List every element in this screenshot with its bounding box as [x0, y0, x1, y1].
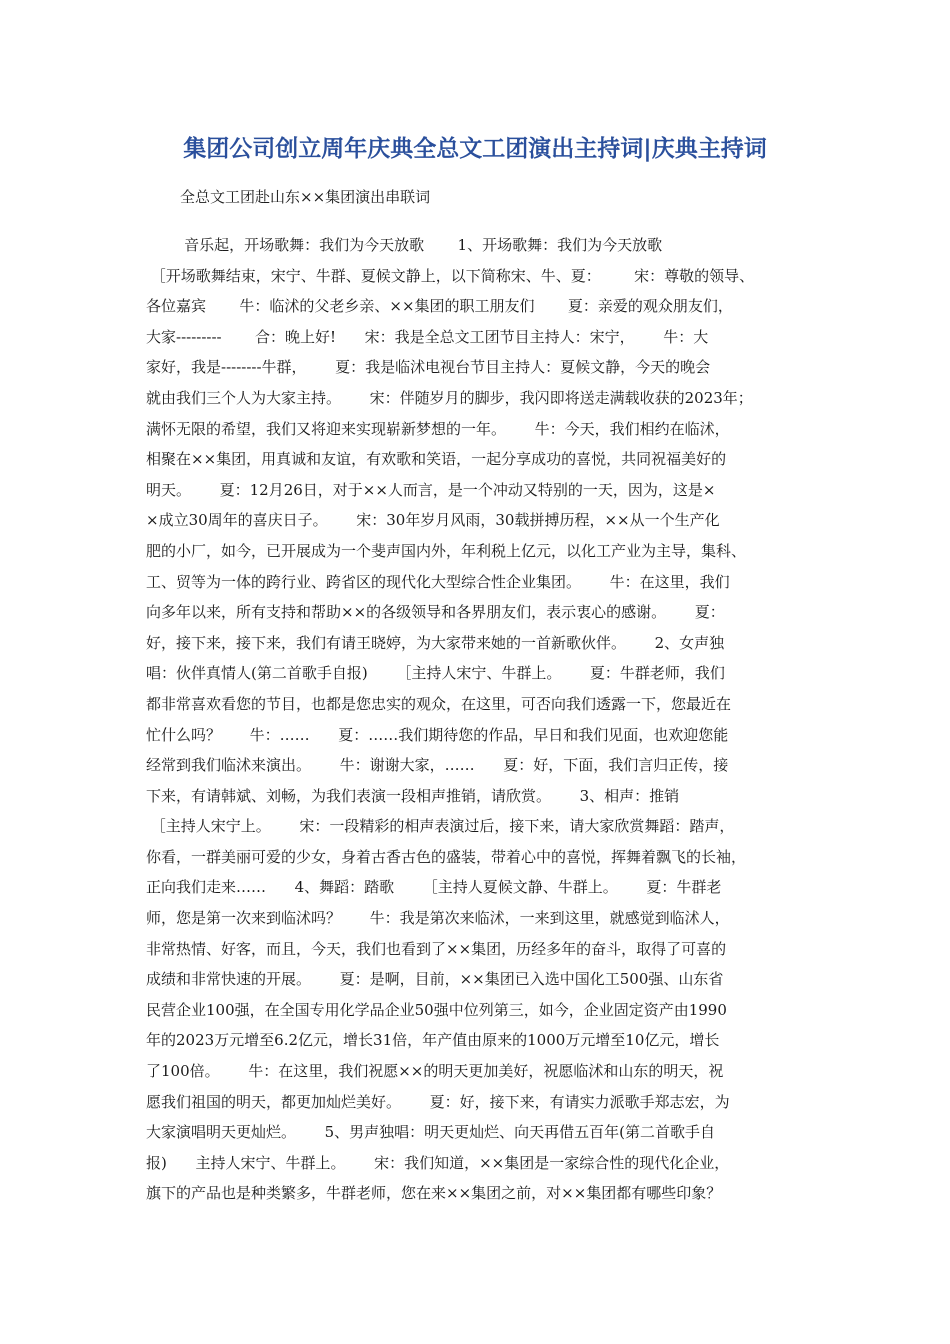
- body-text-line: 唱：伙伴真情人(第二首歌手自报) ［主持人宋宁、牛群上。 夏：牛群老师，我们: [146, 664, 725, 683]
- body-text-line: 相聚在××集团，用真诚和友谊，有欢歌和笑语，一起分享成功的喜悦，共同祝福美好的: [146, 450, 727, 469]
- body-text-line: 愿我们祖国的明天，都更加灿烂美好。 夏：好，接下来，有请实力派歌手郑志宏，为: [146, 1092, 730, 1111]
- body-text-line: 工、贸等为一体的跨行业、跨省区的现代化大型综合性企业集团。 牛：在这里，我们: [146, 572, 730, 591]
- body-text-line: 成绩和非常快速的开展。 夏：是啊，目前，××集团已入选中国化工500强、山东省: [146, 970, 724, 989]
- body-text-line: 肥的小厂，如今，已开展成为一个斐声国内外，年利税上亿元，以化工产业为主导，集科、: [146, 541, 747, 560]
- body-text-line: 明天。 夏：12月26日，对于××人而言，是一个冲动又特别的一天，因为，这是×: [146, 480, 716, 499]
- body-text-line: 旗下的产品也是种类繁多，牛群老师，您在来××集团之前，对××集团都有哪些印象？: [146, 1184, 722, 1203]
- document-title: 集团公司创立周年庆典全总文工团演出主持词|庆典主持词: [183, 136, 767, 162]
- body-text-line: 非常热情、好客，而且，今天，我们也看到了××集团，历经多年的奋斗，取得了可喜的: [146, 939, 727, 958]
- body-text-line: 你看，一群美丽可爱的少女，身着古香古色的盛装，带着心中的喜悦，挥舞着飘飞的长袖，: [146, 847, 747, 866]
- body-text-line: ［主持人宋宁上。 宋：一段精彩的相声表演过后，接下来，请大家欣赏舞蹈：踏声，: [146, 817, 735, 836]
- body-text-line: 都非常喜欢看您的节目，也都是您忠实的观众，在这里，可否向我们透露一下，您最近在: [146, 694, 732, 713]
- body-text-line: 正向我们走来…… 4、舞蹈：踏歌 ［主持人夏候文静、牛群上。 夏：牛群老: [146, 878, 722, 897]
- body-text-line: 忙什么吗？ 牛：…… 夏：……我们期待您的作品，早日和我们见面，也欢迎您能: [146, 725, 729, 744]
- body-text-line: 向多年以来，所有支持和帮助××的各级领导和各界朋友们，表示衷心的感谢。 夏：: [146, 603, 725, 622]
- body-text-line: 下来，有请韩斌、刘畅，为我们表演一段相声推销，请欣赏。 3、相声：推销: [146, 786, 680, 805]
- body-text-line: 各位嘉宾 牛：临沭的父老乡亲、××集团的职工朋友们 夏：亲爱的观众朋友们，: [146, 297, 733, 316]
- body-text-line: 音乐起，开场歌舞：我们为今天放歌 1、开场歌舞：我们为今天放歌: [146, 236, 663, 254]
- body-text-line: ［开场歌舞结束，宋宁、牛群、夏候文静上，以下简称宋、牛、夏： 宋：尊敬的领导、: [146, 266, 755, 285]
- document-body: [146, 230, 814, 1209]
- body-text-line: 就由我们三个人为大家主持。 宋：伴随岁月的脚步，我闪即将送走满载收获的2023年；: [146, 388, 753, 407]
- body-text-line: 年的2023万元增至6.2亿元，增长31倍，年产值由原来的1000万元增至10亿元，增长: [146, 1031, 720, 1050]
- body-text-line: 大家--------- 合：晚上好! 宋：我是全总文工团节目主持人：宋宁， 牛：大: [146, 327, 709, 346]
- body-text-line: 满怀无限的希望，我们又将迎来实现崭新梦想的一年。 牛：今天，我们相约在临沭，: [146, 419, 730, 438]
- body-text-line: 经常到我们临沭来演出。 牛：谢谢大家，…… 夏：好，下面，我们言归正传，接: [146, 756, 729, 775]
- body-text-line: 民营企业100强，在全国专用化学品企业50强中位列第三，如今，企业固定资产由1990: [146, 1000, 727, 1019]
- body-text-line: 报) 主持人宋宁、牛群上。 宋：我们知道，××集团是一家综合性的现代化企业，: [146, 1153, 730, 1172]
- body-text-line: 了100倍。 牛：在这里，我们祝愿××的明天更加美好，祝愿临沭和山东的明天，祝: [146, 1062, 724, 1081]
- body-text-line: 师，您是第一次来到临沭吗？ 牛：我是第次来临沭，一来到这里，就感觉到临沭人，: [146, 909, 730, 928]
- body-text-line: 大家演唱明天更灿烂。 5、男声独唱：明天更灿烂、向天再借五百年(第二首歌手自: [146, 1123, 716, 1142]
- body-text-line: ×成立30周年的喜庆日子。 宋：30年岁月风雨，30载拼搏历程，××从一个生产化: [146, 511, 720, 530]
- body-text-line: 家好，我是--------牛群， 夏：我是临沭电视台节目主持人：夏候文静，今天的晚会: [146, 358, 711, 377]
- body-text-line: 好，接下来，接下来，我们有请王晓婷，为大家带来她的一首新歌伙伴。 2、女声独: [146, 633, 725, 652]
- document-subtitle: 全总文工团赴山东××集团演出串联词: [180, 188, 431, 206]
